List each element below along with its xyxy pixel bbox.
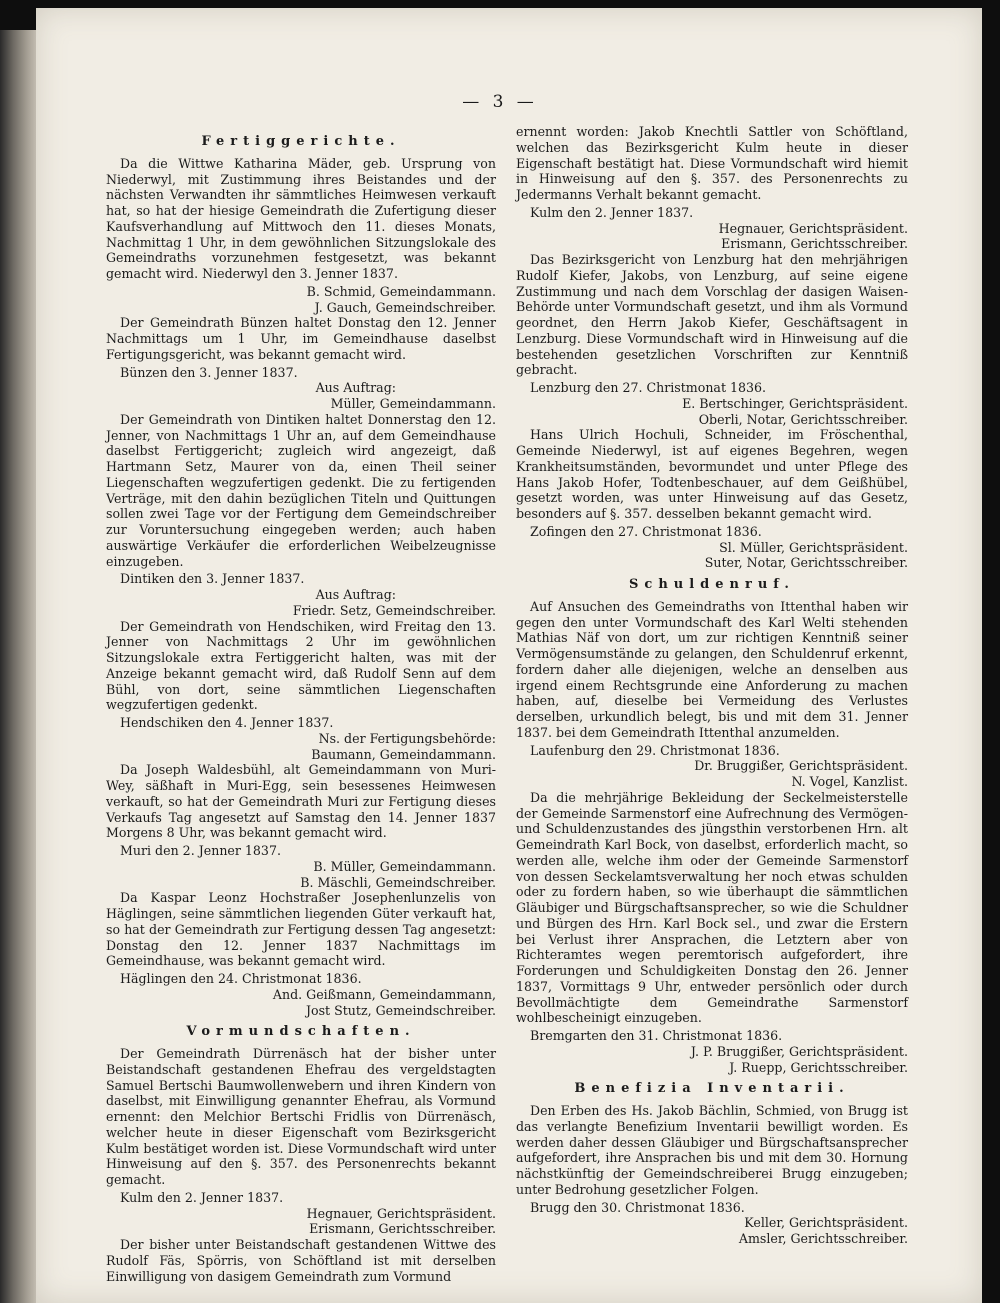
signature: J. Gauch, Gemeindschreiber. — [314, 299, 496, 315]
signature: Erismann, Gerichtsschreiber. — [721, 236, 908, 252]
place-date: Bremgarten den 31. Christmonat 1836. — [530, 1028, 783, 1043]
signature: Erismann, Gerichtsschreiber. — [309, 1221, 496, 1237]
signature: Baumann, Gemeindammann. — [311, 746, 496, 762]
notice-niederwyl: Da die Wittwe Katharina Mäder, geb. Ursprung von Niederwyl, mit Zustimmung ihres Beistandes und der nächsten Verwandten ihr sämmtliches Heimwesen verkauft hat, so hat der hiesige Gemeindrath die Zufertigung dieser Kaufsverhandlung auf Mittwoch den 11. dieses Monats, Nachmittag 1 Uhr, in dem gewöhnlichen Sitzungslokale des Gemeindraths vorzunehmen festgesetzt, was bekannt gemacht wird. Niederwyl den 3. Jenner 1837. — [106, 155, 496, 281]
signature: And. Geißmann, Gemeindammann, — [272, 986, 496, 1002]
place-date: Brugg den 30. Christmonat 1836. — [530, 1199, 745, 1215]
signature: E. Bertschinger, Gerichtspräsident. — [682, 395, 908, 411]
signature: J. Ruepp, Gerichtsschreiber. — [729, 1059, 908, 1075]
signature: N. Vogel, Kanzlist. — [791, 774, 908, 789]
notice-muri: Da Joseph Waldesbühl, alt Gemeindammann von Muri-Wey, säßhaft in Muri-Egg, sein besessenes Heimwesen verkauft, so hat der Gemeindrath Muri zur Fertigung dieses Verkaufs Tag angesetzt auf Samstag den 14. Jenner 1837 Morgens 8 Uhr, was bekannt gemacht wird. — [106, 762, 496, 841]
notice-duerrenaesch: Der Gemeindrath Dürrenäsch hat der bisher unter Beistandschaft gestandenen Ehefrau des vergeldstagten Samuel Bertschi Baumwollenwebern und ihren Kindern von daselbst, mit Einwilligung genannter Ehefrau, als Vormund ernennt: den Melchior Bertschi Fridlis von Dürrenäsch, welcher heute in dieser Eigenschaft vom Bezirksgericht Kulm bestätiget worden ist. Diese Vormundschaft wird unter Hinweisung auf den §. 357. des Personenrechts bekannt gemacht. — [106, 1046, 496, 1187]
signature: B. Schmid, Gemeindammann. — [306, 283, 496, 299]
place-date: Lenzburg den 27. Christmonat 1836. — [530, 380, 767, 395]
place-date: Kulm den 2. Jenner 1837. — [530, 204, 694, 220]
signature: Jost Stutz, Gemeindschreiber. — [305, 1002, 496, 1018]
notice-dintiken: Der Gemeindrath von Dintiken haltet Donnerstag den 12. Jenner, von Nachmittags 1 Uhr an, auf dem Gemeindhause daselbst Fertiggericht; zugleich wird angezeigt, daß Hartmann Setz, Maurer von da, einen Theil seiner Liegenschaften wegzufertigen gedenkt. Die zu fertigenden Verträge, mit den dahin bezüglichen Titeln und Quittungen sollen zwei Tage vor der Fertigung dem Gemeindschreiber zur Voruntersuchung eingegeben werden; auch haben auswärtige Verkäufer die erforderlichen Weibelzeugnisse einzugeben. — [106, 411, 496, 569]
place-date: Muri den 2. Jenner 1837. — [120, 843, 281, 858]
signature: Sl. Müller, Gerichtspräsident. — [719, 539, 908, 555]
place-date: Dintiken den 3. Jenner 1837. — [120, 571, 305, 587]
place-date: Kulm den 2. Jenner 1837. — [120, 1189, 284, 1205]
notice-lenzburg: Das Bezirksgericht von Lenzburg hat den mehrjährigen Rudolf Kiefer, Jakobs, von Lenzburg, auf seine eigene Zustimmung und nach dem Vorschlag der dasigen Waisen-Behörde unter Vormundschaft gesetzt, und ihm als Vormund geordnet, den Herrn Jakob Kiefer, Geschäftsagent in Lenzburg. Diese Vormundschaft wird in Hinweisung auf die bestehenden gesetzlichen Vorschriften zur Kenntniß gebracht. — [516, 252, 908, 378]
order-line: Aus Auftrag: — [315, 587, 396, 602]
signature: Suter, Notar, Gerichtsschreiber. — [704, 555, 908, 571]
signature: J. P. Bruggißer, Gerichtspräsident. — [690, 1043, 908, 1059]
notice-hochuli: Hans Ulrich Hochuli, Schneider, im Fröschenthal, Gemeinde Niederwyl, ist auf eigenes Begehren, wegen Krankheitsumständen, bevormundet und unter Pflege des Hans Jakob Hofer, Todtenbeschauer, auf dem Geißhübel, gesetzt worden, was unter Hinweisung auf das Gesetz, besonders auf §. 357. desselben bekannt gemacht wird. — [516, 427, 908, 521]
signature: Oberli, Notar, Gerichtsschreiber. — [698, 411, 908, 427]
notice-ittenthal: Auf Ansuchen des Gemeindraths von Ittenthal haben wir gegen den unter Vormundschaft des Karl Welti stehenden Mathias Näf von dort, um zur richtigen Kenntniß seiner Vermögensumstände zu gelangen, den Schuldenruf erkennt, fordern daher alle diejenigen, welche an denselben aus irgend einem Rechtsgrunde eine Anforderung zu machen haben, auf, dieselbe bei Vermeidung des Verlustes derselben, urkundlich belegt, bis und mit dem 31. Jenner 1837. bei dem Gemeindrath Ittenthal anzumelden. — [516, 598, 908, 740]
place-date: Bünzen den 3. Jenner 1837. — [120, 364, 298, 380]
place-date: Häglingen den 24. Christmonat 1836. — [120, 971, 362, 986]
notice-buenzen: Der Gemeindrath Bünzen haltet Donstag den 12. Jenner Nachmittags um 1 Uhr, im Gemeindhause daselbst Fertigungsgericht, was bekannt gemacht wird. — [106, 315, 496, 362]
signature: Müller, Gemeindammann. — [330, 396, 496, 411]
notice-schoeftland-cont: ernennt worden: Jakob Knechtli Sattler von Schöftland, welchen das Bezirksgericht Kulm heute in dieser Eigenschaft bestätigt hat. Diese Vormundschaft wird hiemit in Hinweisung auf den §. 357. des Personenrechts zu Jedermanns Verhalt bekannt gemacht. — [516, 124, 908, 202]
heading-schuldenruf: Schuldenruf. — [629, 577, 795, 592]
notice-sarmenstorf: Da die mehrjährige Bekleidung der Seckelmeisterstelle der Gemeinde Sarmenstorf eine Aufrechnung des Vermögen- und Schuldenzustandes des jüngsthin verstorbenen Hrn. alt Gemeindrath Karl Bock, von daselbst, erforderlich macht, so werden alle, welche ihm oder der Gemeinde Sarmenstorf von dessen Seckelamtsverwaltung her noch etwas schulden oder zu fordern haben, so wie überhaupt die sämmtlichen Gläubiger und Bürgschaftsansprecher, so wie die Schuldner und Bürgen des Hrn. Karl Bock sel., und zwar die Erstern bei Verlust ihrer Ansprachen, die Letztern aber von Richteramtes wegen peremtorisch aufgefordert, ihre Forderungen und Schuldigkeiten Donstag den 26. Jenner 1837, Vormittags 9 Uhr, entweder persönlich oder durch Bevollmächtigte dem Gemeindrathe Sarmenstorf wohlbescheinigt einzugeben. — [516, 789, 908, 1026]
place-date: Zofingen den 27. Christmonat 1836. — [530, 523, 762, 539]
signature: Friedr. Setz, Gemeindschreiber. — [292, 602, 496, 618]
place-date: Hendschiken den 4. Jenner 1837. — [120, 715, 334, 730]
heading-vormundschaften: Vormundschaften. — [186, 1024, 416, 1040]
page-number: — 3 — — [462, 92, 538, 112]
signature: B. Müller, Gemeindammann. — [313, 858, 496, 874]
notice-schoeftland-start: Der bisher unter Beistandschaft gestandenen Wittwe des Rudolf Fäs, Spörris, von Schöftland ist mit derselben Einwilligung von dasigem Gemeindrath zum Vormund — [106, 1237, 496, 1284]
left-column — [106, 128, 496, 1286]
book-binding — [0, 30, 38, 1303]
notice-haeglingen: Da Kaspar Leonz Hochstraßer Josephenlunzelis von Häglingen, seine sämmtlichen liegenden Güter verkauft hat, so hat der Gemeindrath zur Fertigung dessen Tag angesetzt: Donstag den 12. Jenner 1837 Nachmittags im Gemeindhause, was bekannt gemacht wird. — [106, 890, 496, 969]
signature: Dr. Bruggißer, Gerichtspräsident. — [694, 758, 908, 774]
notice-hendschiken: Der Gemeindrath von Hendschiken, wird Freitag den 13. Jenner von Nachmittags 2 Uhr im gewöhnlichen Sitzungslokale extra Fertiggericht halten, was mit der Anzeige bekannt gemacht wird, daß Rudolf Senn auf dem Bühl, von dort, seine sämmtlichen Liegenschaften wegzufertigen gedenkt. — [106, 618, 496, 713]
signature: Amsler, Gerichtsschreiber. — [738, 1231, 908, 1246]
signature: Hegnauer, Gerichtspräsident. — [306, 1205, 496, 1221]
signature: Keller, Gerichtspräsident. — [744, 1215, 908, 1231]
signature: B. Mäschli, Gemeindschreiber. — [300, 874, 496, 890]
signature: Hegnauer, Gerichtspräsident. — [718, 220, 908, 236]
order-line: Aus Auftrag: — [315, 380, 396, 396]
notice-baechlin: Den Erben des Hs. Jakob Bächlin, Schmied, von Brugg ist das verlangte Benefizium Inventarii bewilligt worden. Es werden daher dessen Gläubiger und Bürgschaftsansprecher aufgefordert, ihre Ansprachen bis und mit dem 30. Hornung nächstkünftig der Gemeindschreiberei Brugg einzugeben; unter Bedrohung gesetzlicher Folgen. — [516, 1103, 908, 1197]
heading-fertiggerichte: Fertiggerichte. — [201, 134, 401, 149]
place-date: Laufenburg den 29. Christmonat 1836. — [530, 742, 780, 758]
heading-benefizia-inventarii: Benefizia Inventarii. — [574, 1081, 850, 1097]
right-column — [516, 124, 908, 1247]
order-line: Ns. der Fertigungsbehörde: — [318, 730, 496, 746]
